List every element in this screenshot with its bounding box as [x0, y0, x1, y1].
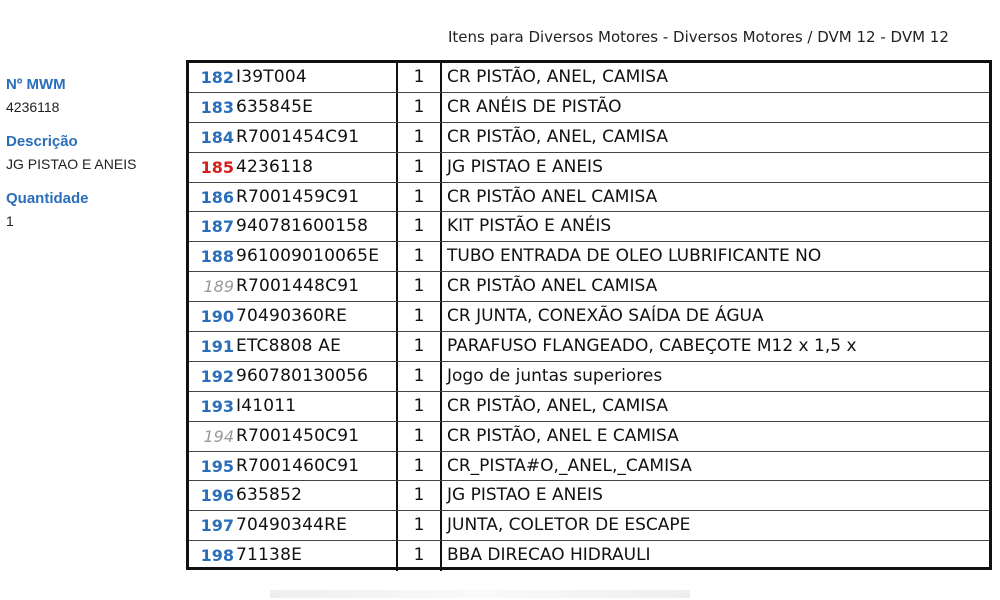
table-row[interactable] — [189, 332, 989, 362]
description-cell: CR PISTÃO, ANEL E CAMISA — [447, 425, 679, 446]
table-row[interactable] — [189, 123, 989, 153]
quantity-cell: 1 — [398, 63, 442, 92]
cut-off-text-strip — [270, 590, 690, 598]
description-cell: Jogo de juntas superiores — [447, 365, 663, 386]
quantity-cell: 1 — [398, 422, 442, 451]
ref-number-link[interactable]: 198 — [200, 546, 234, 566]
part-code-cell: 940781600158 — [234, 212, 398, 241]
part-code-cell: 71138E — [234, 541, 398, 571]
part-code-cell: 961009010065E — [234, 242, 398, 271]
ref-number-link[interactable]: 183 — [200, 97, 234, 117]
quantity-value: 1 — [6, 213, 14, 229]
quantity-cell: 1 — [398, 302, 442, 331]
table-row[interactable] — [189, 242, 989, 272]
description-cell: TUBO ENTRADA DE OLEO LUBRIFICANTE NO — [447, 246, 822, 267]
part-code-cell: 4236118 — [234, 153, 398, 182]
table-row[interactable] — [189, 93, 989, 123]
quantity-cell: 1 — [398, 183, 442, 212]
ref-number-link[interactable]: 193 — [200, 396, 234, 416]
table-row[interactable] — [189, 212, 989, 242]
quantity-cell: 1 — [398, 123, 442, 152]
description-cell: CR_PISTA#O,_ANEL,_CAMISA — [447, 455, 692, 476]
table-row[interactable] — [189, 541, 989, 571]
description-cell: KIT PISTÃO E ANÉIS — [447, 216, 612, 237]
table-row[interactable] — [189, 362, 989, 392]
description-value: JG PISTAO E ANEIS — [6, 156, 137, 172]
description-cell: CR PISTÃO ANEL CAMISA — [447, 186, 658, 207]
part-code-cell: 635845E — [234, 93, 398, 122]
table-row[interactable] — [189, 511, 989, 541]
description-cell: CR PISTÃO, ANEL, CAMISA — [447, 126, 669, 147]
part-code-cell: 70490360RE — [234, 302, 398, 331]
quantity-cell: 1 — [398, 153, 442, 182]
quantity-cell: 1 — [398, 392, 442, 421]
description-cell: JG PISTAO E ANEIS — [447, 156, 603, 177]
description-cell: BBA DIRECAO HIDRAULI — [447, 545, 651, 566]
table-row[interactable] — [189, 302, 989, 332]
ref-number-link[interactable]: 197 — [200, 516, 234, 536]
table-row[interactable] — [189, 481, 989, 511]
quantity-cell: 1 — [398, 272, 442, 301]
ref-number-link[interactable]: 184 — [200, 127, 234, 147]
quantity-cell: 1 — [398, 511, 442, 540]
parts-table — [186, 60, 992, 570]
quantity-cell: 1 — [398, 541, 442, 571]
ref-number-link[interactable]: 182 — [200, 68, 234, 87]
ref-number-link[interactable]: 185 — [200, 157, 234, 177]
ref-number-link[interactable]: 192 — [200, 366, 234, 386]
part-code-cell: R7001454C91 — [234, 123, 398, 152]
part-code-cell: R7001448C91 — [234, 272, 398, 301]
description-cell: CR PISTÃO ANEL CAMISA — [447, 276, 658, 297]
quantity-cell: 1 — [398, 212, 442, 241]
ref-number-link[interactable]: 190 — [200, 307, 234, 327]
part-code-cell: ETC8808 AE — [234, 332, 398, 361]
quantity-cell: 1 — [398, 332, 442, 361]
mwm-number-label: Nº MWM — [6, 76, 66, 93]
part-code-cell: 960780130056 — [234, 362, 398, 391]
ref-number-link[interactable]: 189 — [203, 277, 234, 297]
ref-number-link[interactable]: 188 — [200, 247, 234, 267]
description-cell: PARAFUSO FLANGEADO, CABEÇOTE M12 x 1,5 x — [447, 336, 857, 357]
ref-number-link[interactable]: 187 — [200, 217, 234, 237]
quantity-cell: 1 — [398, 362, 442, 391]
description-cell: CR PISTÃO, ANEL, CAMISA — [447, 67, 669, 87]
description-cell: CR PISTÃO, ANEL, CAMISA — [447, 395, 669, 416]
ref-number-link[interactable]: 186 — [200, 187, 234, 207]
ref-number-link[interactable]: 191 — [200, 337, 234, 357]
table-row[interactable] — [189, 272, 989, 302]
table-row[interactable] — [189, 422, 989, 452]
quantity-cell: 1 — [398, 481, 442, 510]
part-code-cell: R7001459C91 — [234, 183, 398, 212]
table-row[interactable] — [189, 452, 989, 482]
table-row[interactable] — [189, 392, 989, 422]
part-code-cell: I39T004 — [234, 63, 398, 92]
part-info-panel — [6, 76, 176, 247]
part-code-cell: R7001460C91 — [234, 452, 398, 481]
quantity-cell: 1 — [398, 93, 442, 122]
quantity-cell: 1 — [398, 452, 442, 481]
quantity-label: Quantidade — [6, 190, 89, 207]
ref-number-link[interactable]: 196 — [200, 486, 234, 506]
diagram-title: Itens para Diversos Motores - Diversos Motores / DVM 12 - DVM 12 — [448, 28, 949, 46]
description-cell: JUNTA, COLETOR DE ESCAPE — [447, 515, 691, 536]
description-label: Descrição — [6, 133, 78, 150]
description-cell: CR JUNTA, CONEXÃO SAÍDA DE ÁGUA — [447, 306, 764, 327]
table-row[interactable] — [189, 183, 989, 213]
ref-number-link[interactable]: 195 — [200, 456, 234, 476]
part-code-cell: 635852 — [234, 481, 398, 510]
part-code-cell: I41011 — [234, 392, 398, 421]
part-code-cell: R7001450C91 — [234, 422, 398, 451]
part-code-cell: 70490344RE — [234, 511, 398, 540]
table-row[interactable] — [189, 153, 989, 183]
mwm-number-value: 4236118 — [6, 99, 60, 115]
table-row[interactable] — [189, 63, 989, 93]
description-cell: CR ANÉIS DE PISTÃO — [447, 96, 622, 117]
quantity-cell: 1 — [398, 242, 442, 271]
ref-number-link[interactable]: 194 — [203, 426, 234, 446]
description-cell: JG PISTAO E ANEIS — [447, 485, 603, 506]
